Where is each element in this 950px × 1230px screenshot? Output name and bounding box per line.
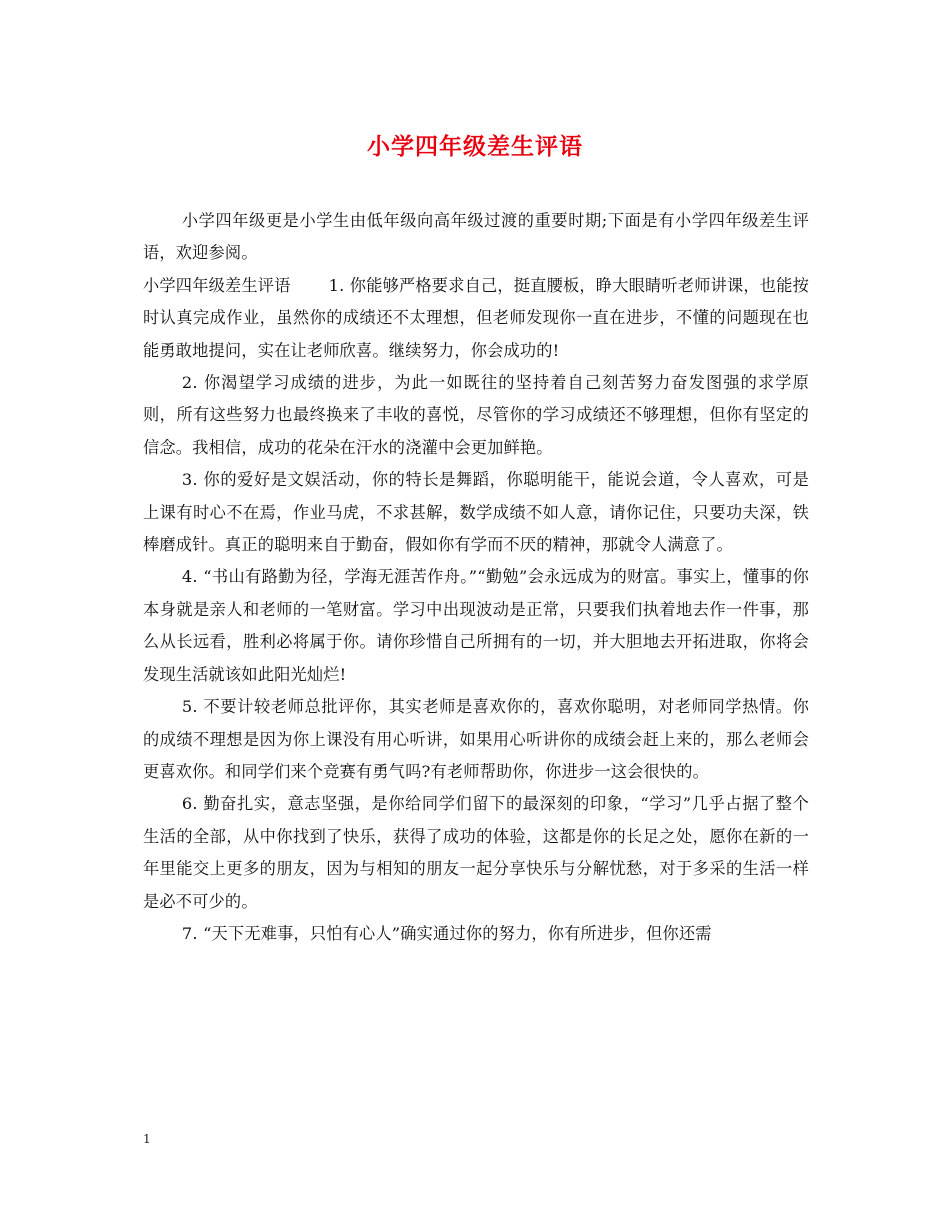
comment-paragraph-4: 4. “书山有路勤为径，学海无涯苦作舟。”“勤勉”会永远成为的财富。事实上，懂事的你本身就是亲人和老师的一笔财富。学习中出现波动是正常，只要我们执着地去作一件事，那么从长远看，胜利必将属于你。请你珍惜自己所拥有的一切，并大胆地去开拓进取，你将会发现生活就该如此阳光灿烂! [143,567,809,684]
comment-paragraph-6: 6. 勤奋扎实，意志坚强，是你给同学们留下的最深刻的印象，“学习”几乎占据了整个生活的全部，从中你找到了快乐，获得了成功的体验，这都是你的长足之处，愿你在新的一年里能交上更多的朋友，因为与相知的朋友一起分享快乐与分解忧愁，对于多采的生活一样是必不可少的。 [143,794,809,911]
document-title: 小学四年级差生评语 [367,133,583,160]
inline-heading: 小学四年级差生评语 [143,275,291,295]
comment-paragraph-1 [143,270,809,367]
comment-paragraph-7: 7. “天下无难事，只怕有心人”确实通过你的努力，你有所进步，但你还需 [181,923,712,943]
page-number: 1 [143,1132,151,1146]
comment-1-text: 1. 你能够严格要求自己，挺直腰板，睁大眼睛听老师讲课，也能按时认真完成作业，虽然你的成绩还不太理想，但老师发现你一直在进步，不懂的问题现在也能勇敢地提问，实在让老师欣喜。继续努力，你会成功的! [143,275,809,360]
comment-paragraph-2: 2. 你渴望学习成绩的进步，为此一如既往的坚持着自己刻苦努力奋发图强的求学原则，所有这些努力也最终换来了丰收的喜悦，尽管你的学习成绩还不够理想，但你有坚定的信念。我相信，成功的花朵在汗水的浇灌中会更加鲜艳。 [143,373,809,457]
comment-paragraph-3: 3. 你的爱好是文娱活动，你的特长是舞蹈，你聪明能干，能说会道，令人喜欢，可是上课有时心不在焉，作业马虎，不求甚解，数学成绩不如人意，请你记住，只要功夫深，铁棒磨成针。真正的聪明来自于勤奋，假如你有学而不厌的精神，那就令人满意了。 [143,470,809,555]
document-body [143,205,809,950]
comment-paragraph-5: 5. 不要计较老师总批评你，其实老师是喜欢你的，喜欢你聪明，对老师同学热情。你的成绩不理想是因为你上课没有用心听讲，如果用心听讲你的成绩会赶上来的，那么老师会更喜欢你。和同学们来个竞赛有勇气吗?有老师帮助你，你进步一这会很快的。 [143,697,809,781]
intro-paragraph: 小学四年级更是小学生由低年级向高年级过渡的重要时期;下面是有小学四年级差生评语，欢迎参阅。 [143,211,809,263]
